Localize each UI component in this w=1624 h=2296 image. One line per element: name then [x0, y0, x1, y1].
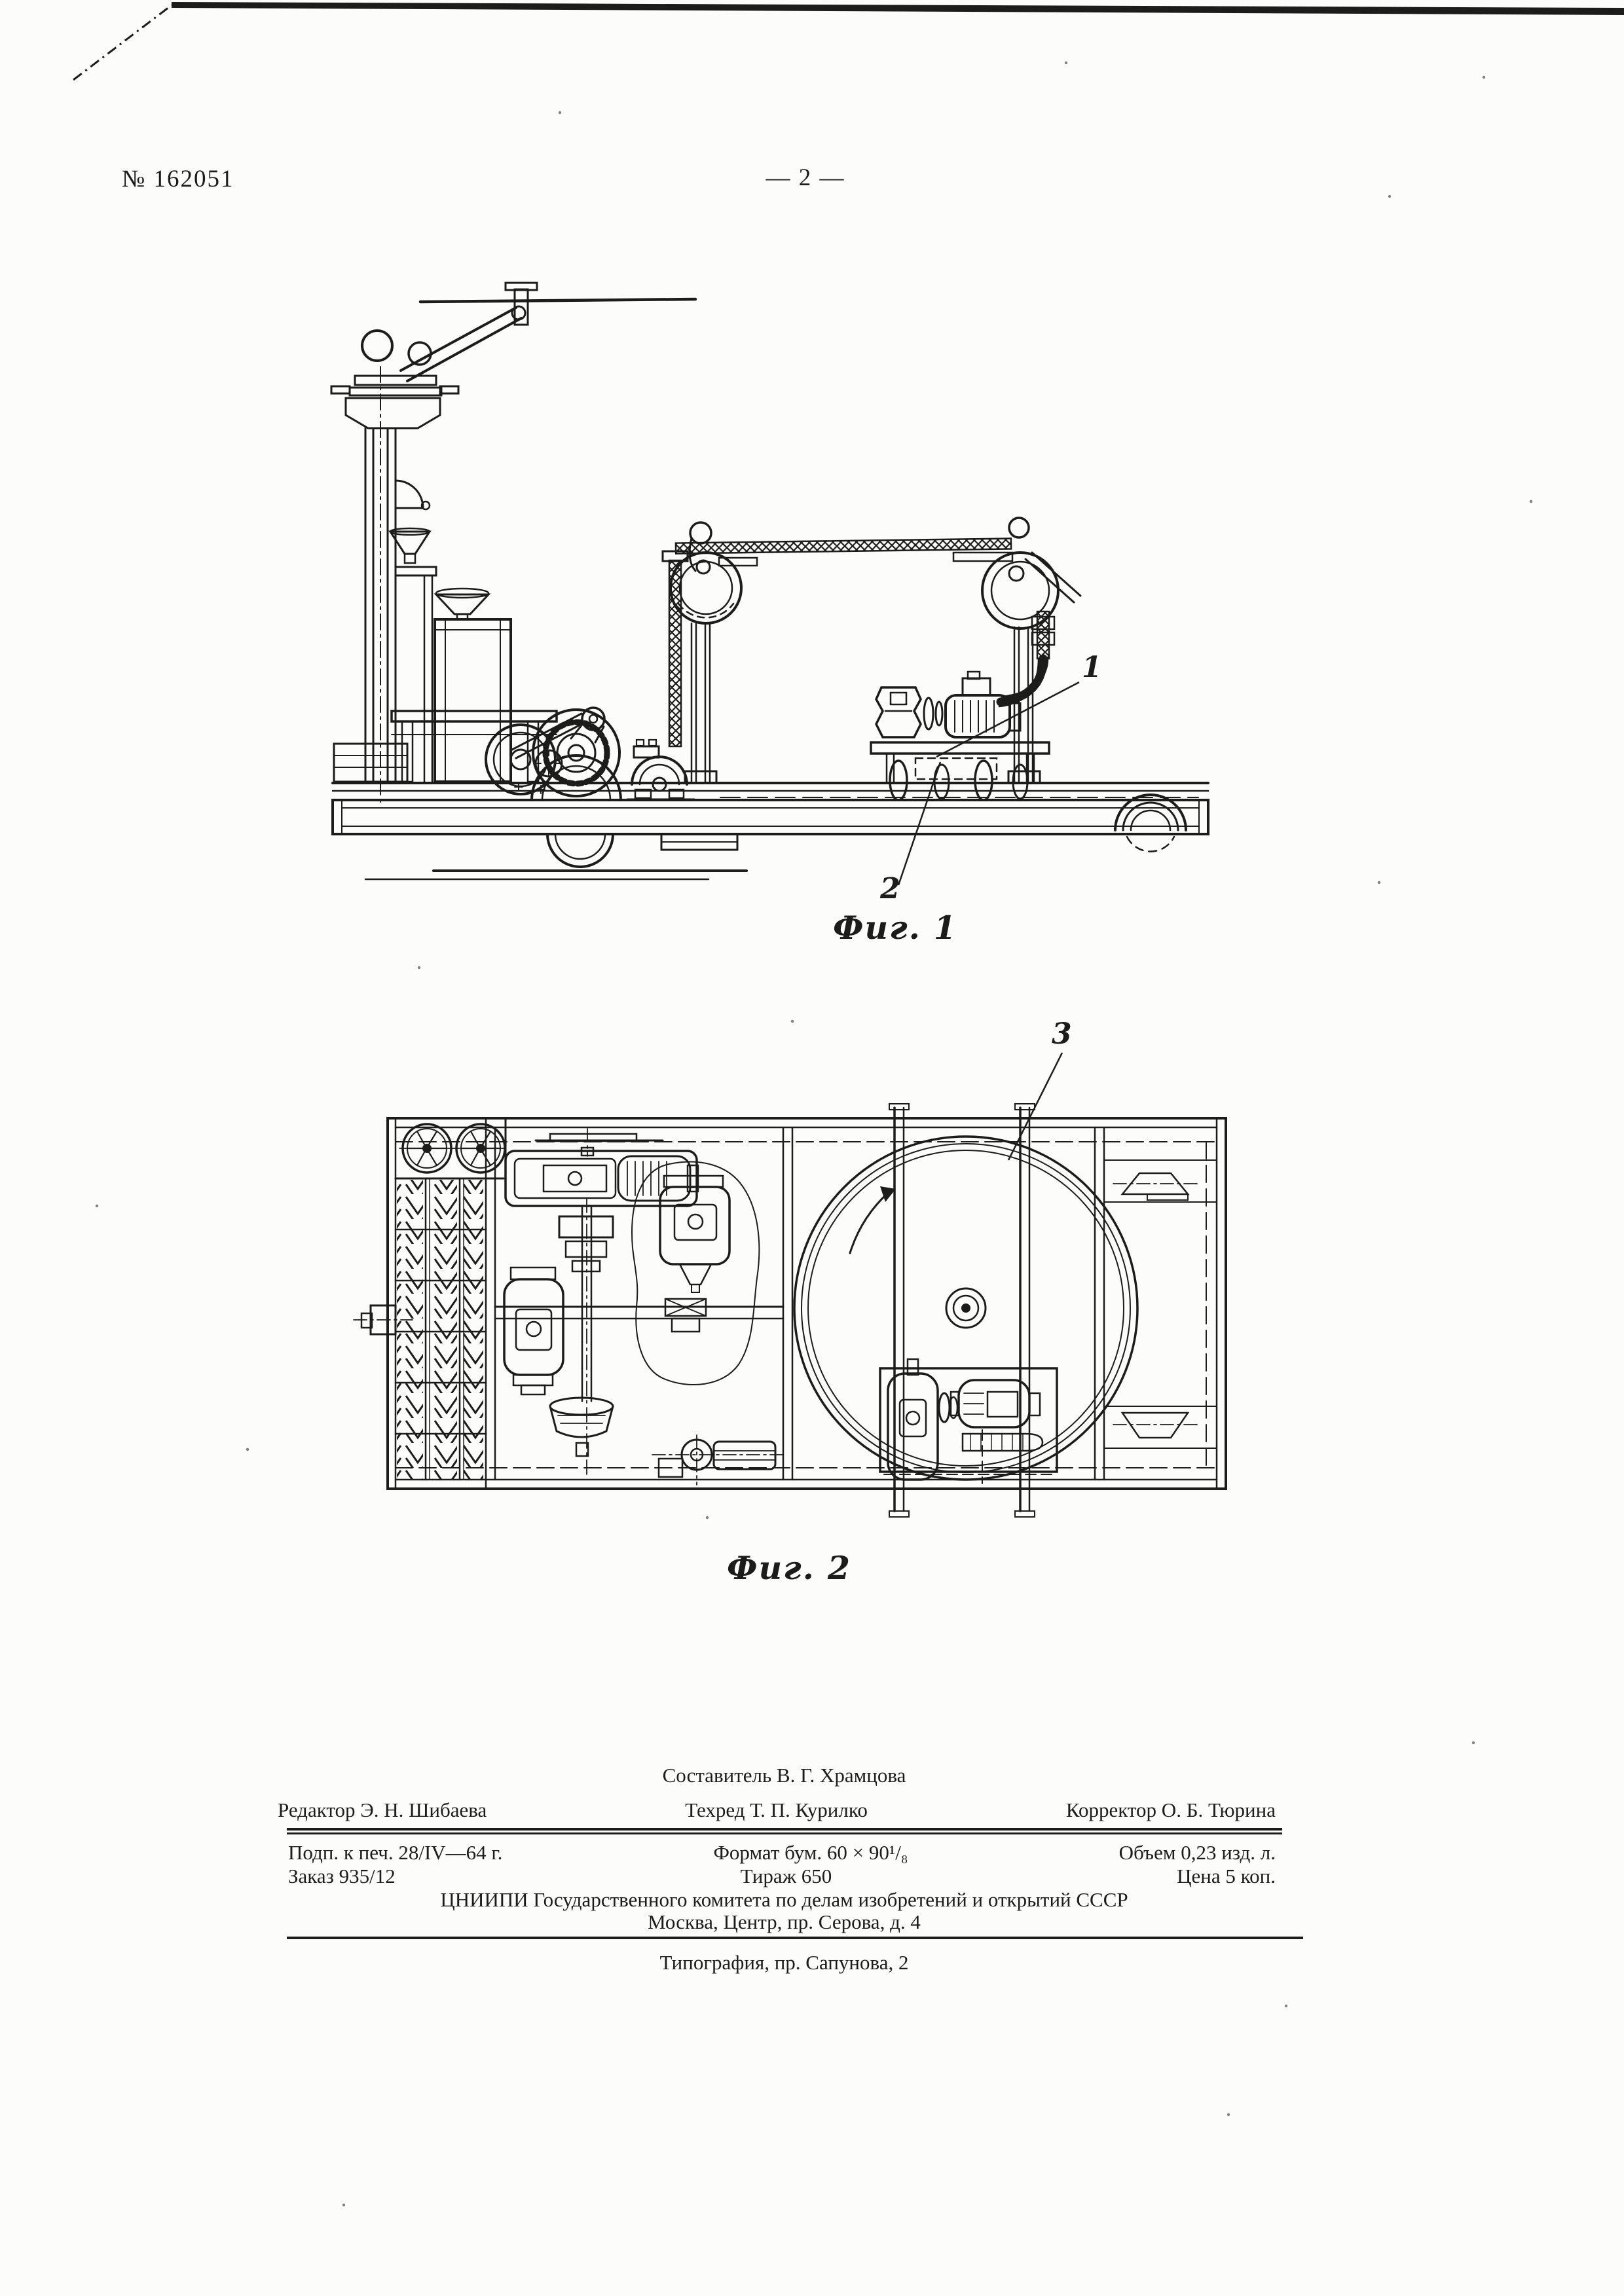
page-number: — 2 —: [766, 164, 845, 191]
imprint-staff-row: [278, 1798, 1276, 1822]
imprint-rule-bottom: [287, 1937, 1303, 1939]
imprint-compiler: Составитель В. Г. Храмцова: [662, 1764, 906, 1787]
imprint-price: Цена 5 коп.: [1177, 1865, 1276, 1887]
fig2-caption: Фиг. 2: [727, 1549, 851, 1587]
leader-fig1-2: [898, 762, 940, 885]
leader-fig1-1: [936, 682, 1079, 757]
imprint-editor: Редактор Э. Н. Шибаева: [278, 1798, 487, 1821]
imprint-format: Формат бум. 60 × 90¹/₈: [713, 1841, 908, 1864]
imprint-address: Москва, Центр, пр. Серова, д. 4: [648, 1910, 921, 1933]
fig1-drawing: [331, 283, 1208, 879]
imprint-corrector: Корректор О. Б. Тюрина: [1065, 1798, 1276, 1821]
leader-fig2-3: [1008, 1053, 1062, 1160]
imprint-print-row-2: [288, 1865, 1276, 1888]
imprint-volume: Объем 0,23 изд. л.: [1118, 1841, 1276, 1864]
fig1-ref-label-1: 1: [1082, 651, 1102, 684]
imprint-print-row-1: [288, 1841, 1276, 1865]
fig2-ref-label-3: 3: [1052, 1017, 1072, 1051]
imprint-org: ЦНИИПИ Государственного комитета по делам изобретений и открытий СССР: [440, 1888, 1128, 1911]
fig1-caption: Фиг. 1: [833, 909, 957, 947]
imprint-techred: Техред Т. П. Курилко: [685, 1798, 868, 1821]
scan-corner-line: [73, 5, 172, 80]
imprint-printer: Типография, пр. Сапунова, 2: [659, 1951, 909, 1974]
patent-number: № 162051: [122, 166, 234, 192]
imprint-sign-print: Подп. к печ. 28/IV—64 г.: [288, 1841, 503, 1864]
imprint-rule-top-b: [287, 1832, 1282, 1834]
imprint-order: Заказ 935/12: [288, 1865, 396, 1887]
scan-edge-bar: [172, 2, 1624, 15]
imprint-rule-top-a: [287, 1828, 1282, 1831]
imprint-circulation: Тираж 650: [740, 1865, 832, 1887]
fig1-ref-label-2: 2: [880, 872, 900, 905]
fig2-drawing: [354, 1104, 1226, 1517]
